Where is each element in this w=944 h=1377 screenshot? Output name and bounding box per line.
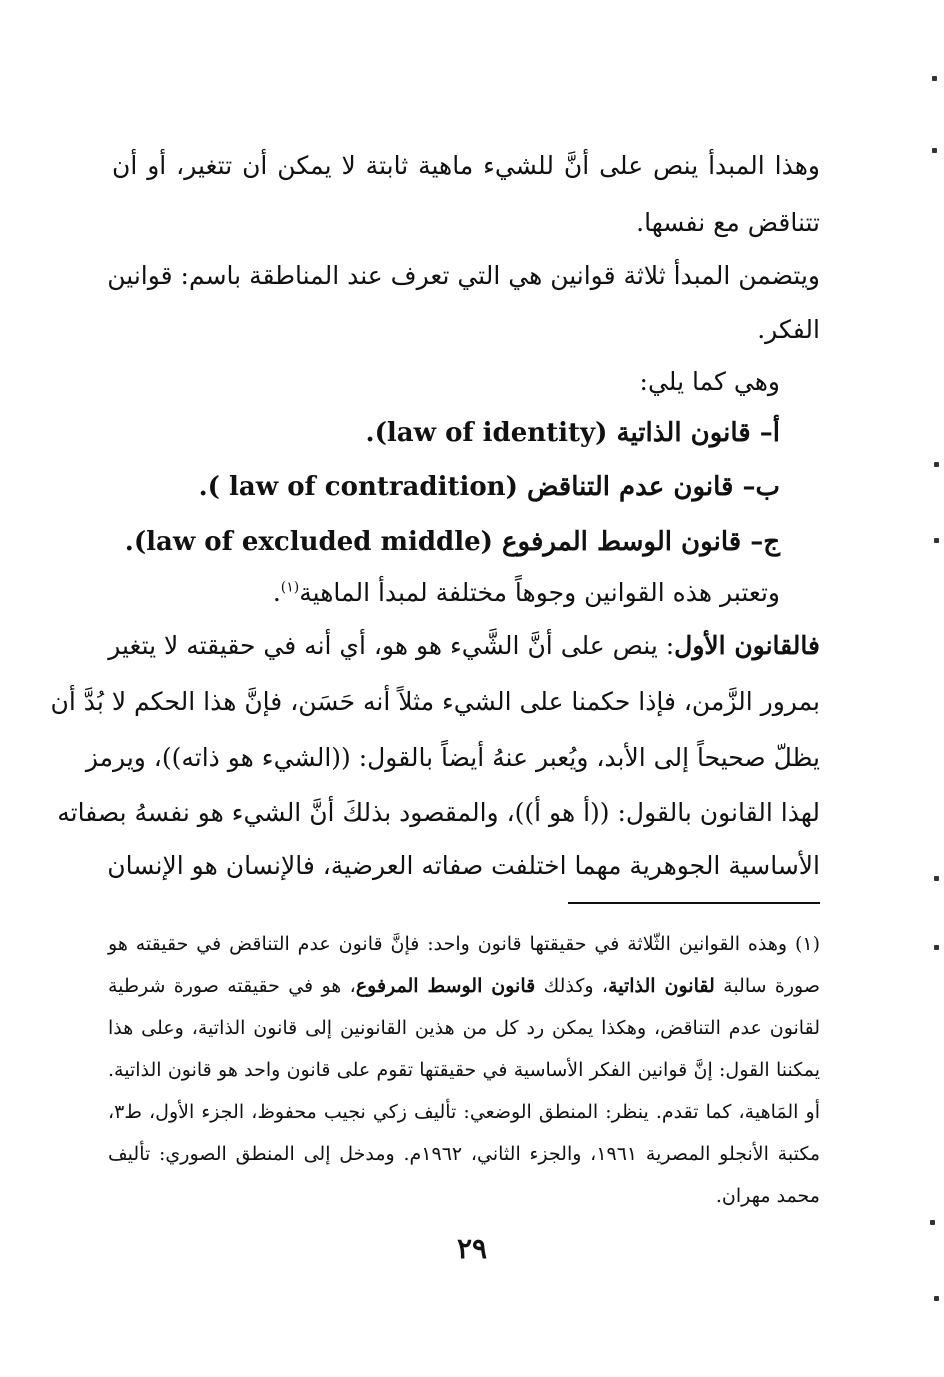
footnote-term-excluded-middle: قانون الوسط المرفوع <box>355 975 536 997</box>
scan-speck <box>930 1220 935 1225</box>
paragraph-1-line-2: تتناقض مع نفسها. <box>636 208 820 237</box>
scan-speck <box>934 1296 939 1301</box>
scan-speck <box>934 462 939 467</box>
list-intro: وهي كما يلي: <box>639 367 780 396</box>
scan-speck <box>934 945 939 950</box>
footnote-marker: (١) <box>280 579 300 596</box>
footnote-line-2-part-c: ، وكذلك <box>535 975 609 997</box>
paragraph-3-line-3: يظلّ صحيحاً إلى الأبد، ويُعبر عنهُ أيضاً بالقول: ((الشيء هو ذاته))، ويرمز <box>85 743 820 772</box>
paragraph-3-line-4: لهذا القانون بالقول: ((أ هو أ))، والمقصود بذلكَ أنَّ الشيء هو نفسهُ بصفاته <box>57 798 820 827</box>
law-b-end: ). <box>198 472 230 502</box>
law-a-english: law of identity <box>386 418 596 448</box>
note-line-text: وتعتبر هذه القوانين وجوهاً مختلفة لمبدأ الماهية <box>299 578 780 607</box>
law-b-item <box>199 467 780 507</box>
footnote-reference-line <box>273 573 780 613</box>
paragraph-3-line-1-rest: : ينص على أنَّ الشَّيء هو هو، أي أنه في حقيقته لا يتغير <box>108 631 675 660</box>
scan-speck <box>934 876 939 881</box>
footnote-line-6: مكتبة الأنجلو المصرية ١٩٦١، والجزء الثاني، ١٩٦٢م. ومدخل إلى المنطق الصوري: تأليف <box>108 1143 821 1165</box>
paragraph-2-line-2: الفكر. <box>757 315 820 344</box>
footnote-term-identity: لقانون الذاتية <box>608 975 715 997</box>
footnote-line-2 <box>108 972 820 1000</box>
scan-speck <box>934 538 939 543</box>
paragraph-3-line-2: بمرور الزَّمن، فإذا حكمنا على الشيء مثلاً أنه حَسَن، فإنَّ هذا الحكم لا بُدَّ أن <box>50 687 820 716</box>
footnote-line-2-part-a: صورة سالبة <box>714 975 820 997</box>
footnote-line-5: أو المَاهية، كما تقدم. ينظر: المنطق الوضعي: تأليف زكي نجيب محفوظ، الجزء الأول، ط٣، <box>108 1101 820 1123</box>
law-b-english: law of contradition <box>229 472 506 502</box>
scan-speck <box>932 148 937 153</box>
paragraph-1-line-1: وهذا المبدأ ينص على أنَّ للشيء ماهية ثابتة لا يمكن أن تتغير، أو أن <box>112 151 820 180</box>
page-number: ٢٩ <box>456 1232 488 1265</box>
law-a-end: ). <box>365 418 387 448</box>
footnote-line-3: لقانون عدم التناقض، وهكذا يمكن رد كل من هذين القانونين إلى قانون الذاتية، وعلى هذا <box>108 1017 820 1039</box>
footnote-line-7: محمد مهران. <box>715 1185 820 1207</box>
paragraph-2-line-1: ويتضمن المبدأ ثلاثة قوانين هي التي تعرف عند المناطقة باسم: قوانين <box>107 261 820 290</box>
law-c-item <box>125 522 780 562</box>
footnote-line-4: يمكننا القول: إنَّ قوانين الفكر الأساسية في حقيقتها تقوم على قانون واحد هو قانون الذاتية. <box>108 1059 820 1081</box>
law-c-label: ج– قانون الوسط المرفوع ( <box>480 527 780 557</box>
note-line-end: . <box>272 578 281 607</box>
law-c-end: ). <box>124 527 147 557</box>
paragraph-3-line-1 <box>108 626 820 666</box>
paragraph-3-line-5: الأساسية الجوهرية مهما اختلفت صفاته العرضية، فالإنسان هو الإنسان <box>107 851 820 880</box>
scan-speck <box>932 76 937 81</box>
law-b-label: ب– قانون عدم التناقض ( <box>505 472 780 502</box>
footnote-divider <box>568 902 820 904</box>
footnote-line-2-part-e: ، هو في حقيقته صورة شرطية <box>108 975 356 997</box>
law-a-label: أ– قانون الذاتية ( <box>595 418 780 448</box>
footnote-line-1: (١) وهذه القوانين الثّلاثة في حقيقتها قانون واحد: فإنَّ قانون عدم التناقض في حقيقته هو <box>108 933 820 955</box>
first-law-heading: فالقانون الأول <box>674 631 820 660</box>
law-a-item <box>366 413 780 453</box>
law-c-english: law of excluded middle <box>146 527 481 557</box>
